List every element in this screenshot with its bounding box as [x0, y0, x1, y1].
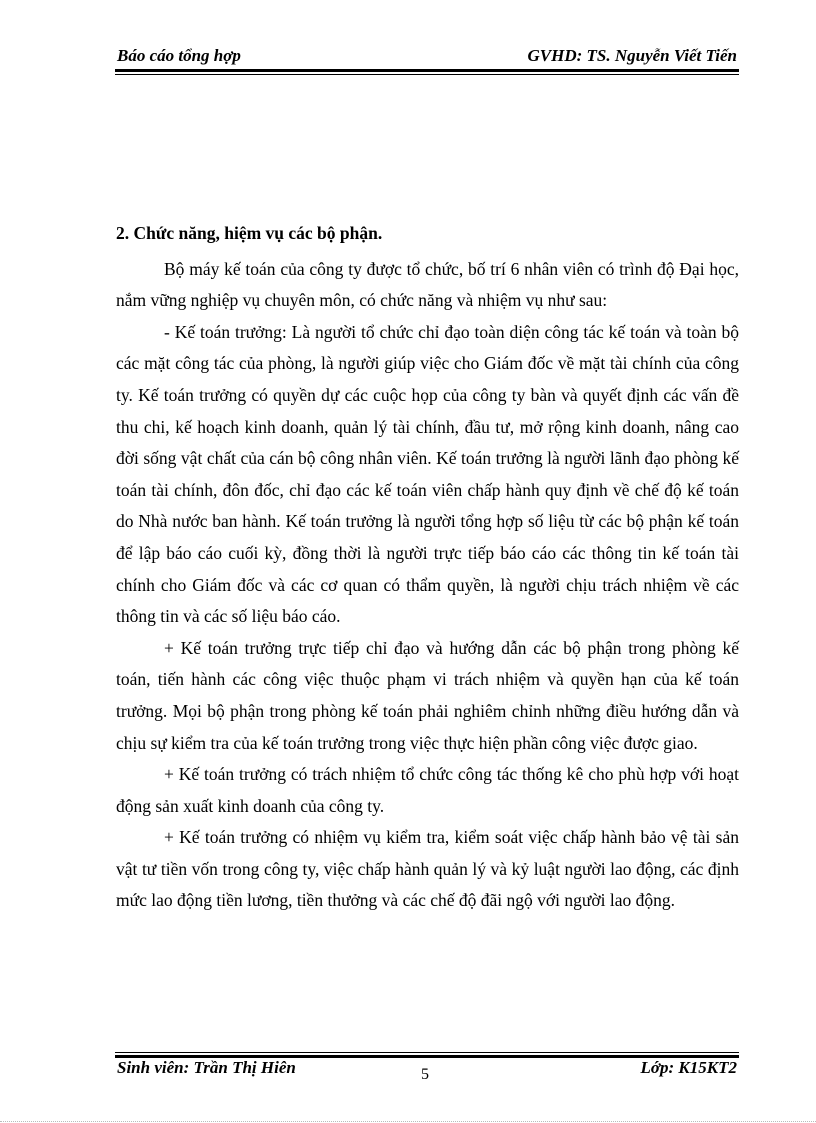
page-footer	[115, 1058, 739, 1088]
header-supervisor: GVHD: TS. Nguyễn Viết Tiến	[527, 46, 737, 65]
header-rule	[115, 69, 739, 72]
section-title: 2. Chức năng, hiệm vụ các bộ phận.	[116, 223, 383, 243]
header-report-title: Báo cáo tổng hợp	[117, 46, 241, 65]
footer-rule-thin	[115, 1052, 739, 1053]
page-body	[116, 218, 739, 917]
paragraph-intro: Bộ máy kế toán của công ty được tổ chức, bố trí 6 nhân viên có trình độ Đại học, nắm vững nghiệp vụ chuyên môn, có chức năng và nhiệm vụ như sau:	[116, 258, 739, 311]
paragraph-inspection: + Kế toán trưởng có nhiệm vụ kiểm tra, kiểm soát việc chấp hành bảo vệ tài sản vật tư tiền vốn trong công ty, việc chấp hành quản lý và kỷ luật người lao động, các định mức lao động tiền lương, tiền thưởng và các chế độ đãi ngộ với người lao động.	[116, 827, 739, 911]
page-edge-divider	[0, 1121, 816, 1122]
paragraph-statistics: + Kế toán trưởng có trách nhiệm tổ chức công tác thống kê cho phù hợp với hoạt động sản xuất kinh doanh của công ty.	[116, 764, 739, 816]
paragraph-chief-accountant: - Kế toán trưởng: Là người tổ chức chỉ đạo toàn diện công tác kế toán và toàn bộ các mặt công tác của phòng, là người giúp việc cho Giám đốc về mặt tài chính của công ty. Kế toán trưởng có quyền dự các cuộc họp của công ty bàn và quyết định các vấn đề thu chi, kế hoạch kinh doanh, quản lý tài chính, đầu tư, mở rộng kinh doanh, nâng cao đời sống vật chất của cán bộ công nhân viên. Kế toán trưởng là người lãnh đạo phòng kế toán tài chính, đôn đốc, chỉ đạo các kế toán viên chấp hành quy định về chế độ kế toán do Nhà nước ban hành. Kế toán trưởng là người tổng hợp số liệu từ các bộ phận kế toán để lập báo cáo cuối kỳ, đồng thời là người trực tiếp báo cáo các thông tin kế toán tài chính cho Giám đốc và các cơ quan có thẩm quyền, là người chịu trách nhiệm về các thông tin và các số liệu báo cáo.	[116, 321, 739, 627]
page-header	[115, 44, 739, 70]
footer-student: Sinh viên: Trần Thị Hiên	[117, 1058, 296, 1077]
page-number: 5	[421, 1066, 429, 1083]
header-rule-thin	[115, 74, 739, 75]
footer-class: Lớp: K15KT2	[640, 1058, 737, 1077]
paragraph-direct-guidance: + Kế toán trưởng trực tiếp chỉ đạo và hướng dẫn các bộ phận trong phòng kế toán, tiến hành các công việc thuộc phạm vi trách nhiệm và quyền hạn của kế toán trưởng. Mọi bộ phận trong phòng kế toán phải nghiêm chỉnh những điều hướng dẫn và chịu sự kiểm tra của kế toán trưởng trong việc thực hiện phần công việc được giao.	[116, 637, 739, 753]
